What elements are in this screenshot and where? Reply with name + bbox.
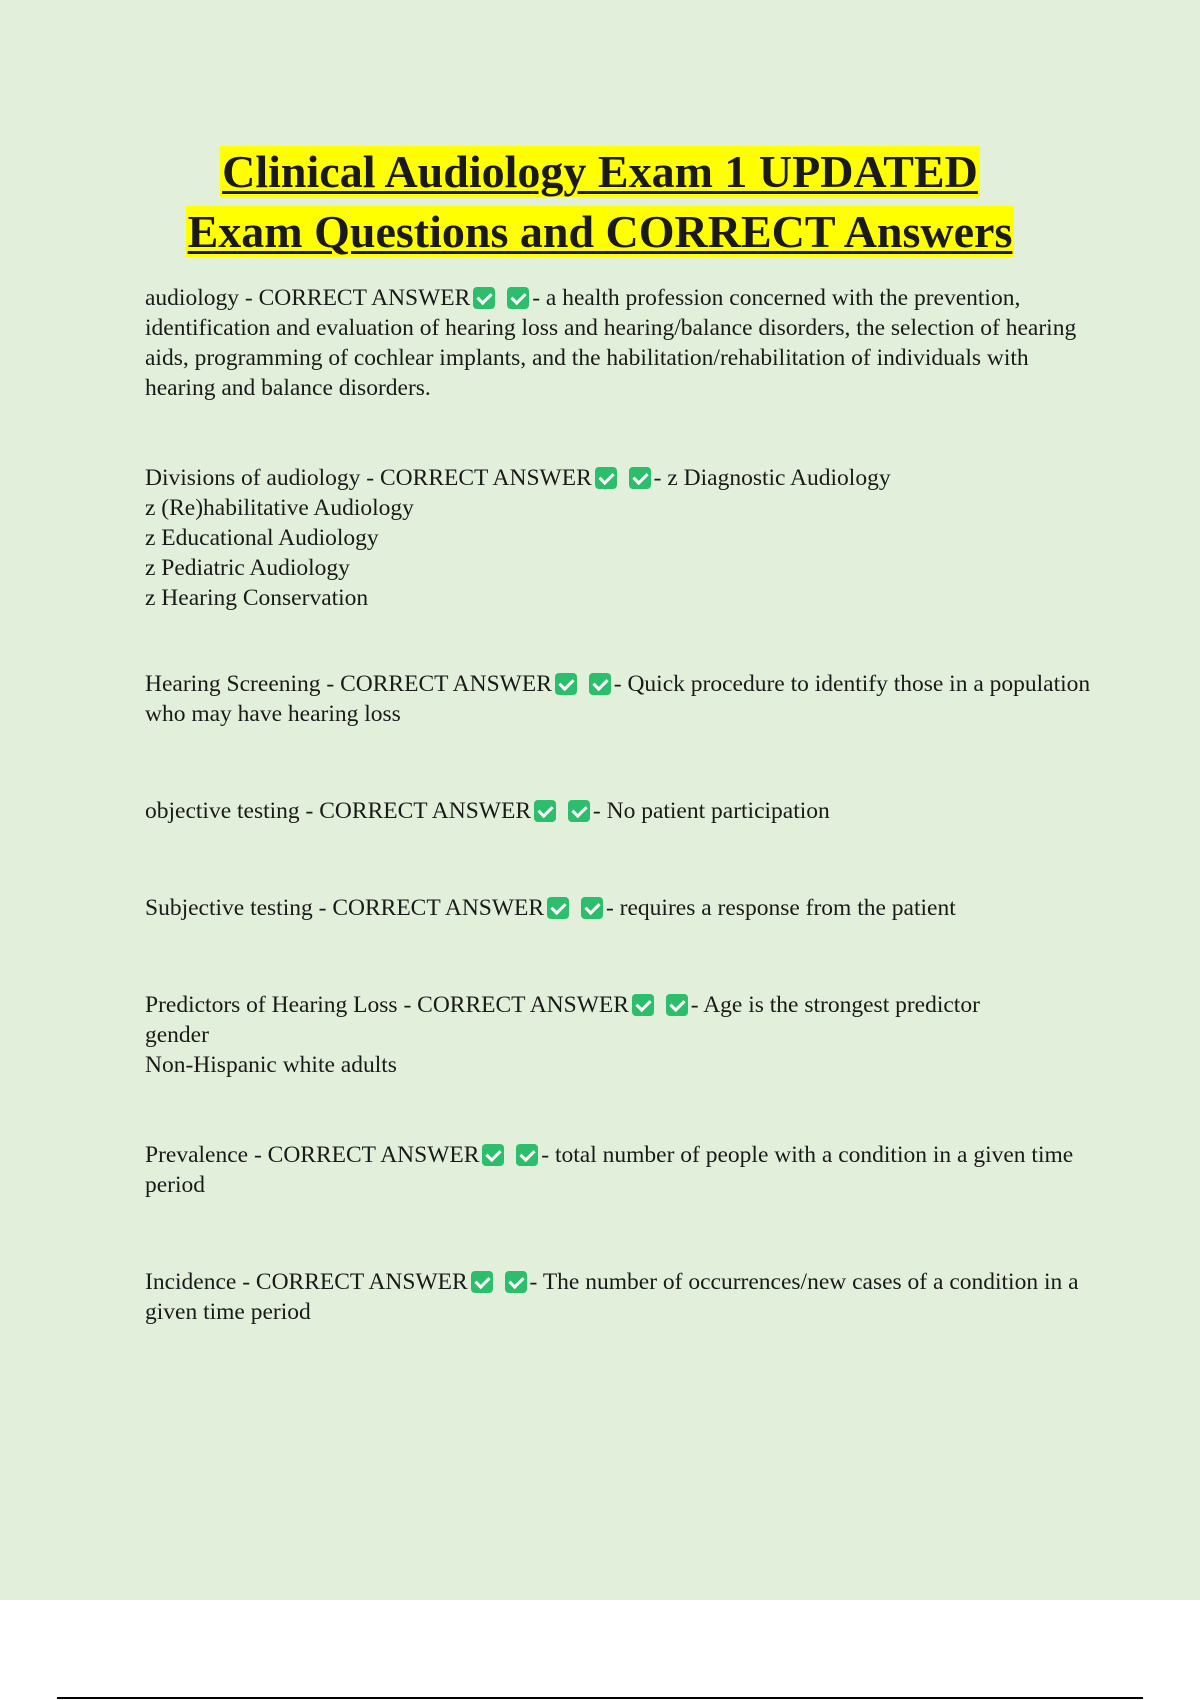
answer-line: z Hearing Conservation [145, 585, 369, 611]
answer-text: The number of occurrences/new cases of a condition in a given time period [145, 1269, 1079, 1325]
answer-line: z Educational Audiology [145, 525, 379, 551]
correct-answer-label: CORRECT ANSWER [417, 992, 629, 1018]
term: Prevalence [145, 1142, 249, 1168]
title-line-2: Exam Questions and CORRECT Answers [187, 206, 1013, 257]
answer-text: requires a response from the patient [619, 895, 956, 921]
check-mark-icon [555, 673, 577, 695]
qa-entry: objective testing - CORRECT ANSWER - No patient participation [145, 798, 830, 824]
check-mark-icon [595, 467, 617, 489]
qa-entry: Predictors of Hearing Loss - CORRECT ANSWER - Age is the strongest predictor gender Non-Hispanic white adults [145, 990, 1095, 1080]
check-mark-icon [629, 467, 651, 489]
correct-answer-label: CORRECT ANSWER [258, 285, 471, 311]
check-mark-icon [507, 287, 529, 309]
check-mark-icon [516, 1144, 538, 1166]
qa-entry: Prevalence - CORRECT ANSWER - total number of people with a condition in a given time period [145, 1142, 1074, 1198]
correct-answer-label: CORRECT ANSWER [267, 1142, 480, 1168]
answer-line: z Pediatric Audiology [145, 555, 350, 581]
answer-line: Non-Hispanic white adults [145, 1052, 397, 1078]
document-title [0, 142, 1200, 262]
correct-answer-label: CORRECT ANSWER [319, 798, 532, 824]
check-mark-icon [632, 994, 654, 1016]
check-mark-icon [471, 1271, 493, 1293]
qa-entry: audiology - CORRECT ANSWER - a health profession concerned with the prevention, identification and evaluation of hearing loss and hearing/balance disorders, the selection of hearing aids, programming of cochlear implants, and the habilitation/rehabilitation of individuals with hearing and balance disorders. [145, 285, 1077, 401]
qa-entry: Divisions of audiology - CORRECT ANSWER - z Diagnostic Audiology z (Re)habilitative Audiology z Educational Audiology z Pediatric Audiology z Hearing Conservation [145, 463, 1095, 613]
term: Divisions of audiology [145, 465, 361, 491]
answer-line: z (Re)habilitative Audiology [145, 495, 414, 521]
term: Predictors of Hearing Loss [145, 992, 398, 1018]
qa-entry: Incidence - CORRECT ANSWER - The number of occurrences/new cases of a condition in a given time period [145, 1269, 1079, 1325]
check-mark-icon [534, 800, 556, 822]
term: Incidence [145, 1269, 237, 1295]
term: Hearing Screening [145, 671, 321, 697]
answer-line: gender [145, 1022, 209, 1048]
correct-answer-label: CORRECT ANSWER [340, 671, 552, 697]
check-mark-icon [581, 897, 603, 919]
correct-answer-label: CORRECT ANSWER [380, 465, 592, 491]
term: objective testing [145, 798, 300, 824]
answer-text: Quick procedure to identify those in a population who may have hearing loss [145, 671, 1091, 727]
correct-answer-label: CORRECT ANSWER [332, 895, 545, 921]
term: audiology [145, 285, 239, 311]
answer-text: z Diagnostic Audiology [667, 465, 891, 491]
qa-entry: Subjective testing - CORRECT ANSWER - requires a response from the patient [145, 895, 956, 921]
term: Subjective testing [145, 895, 313, 921]
check-mark-icon [666, 994, 688, 1016]
answer-text: No patient participation [606, 798, 830, 824]
check-mark-icon [473, 287, 495, 309]
check-mark-icon [589, 673, 611, 695]
answer-text: Age is the strongest predictor [703, 992, 980, 1018]
check-mark-icon [505, 1271, 527, 1293]
answer-text: a health profession concerned with the prevention, identification and evaluation of hearing loss and hearing/balance disorders, the selection of hearing aids, programming of cochlear implants, and the habilitation/rehabilitation of individuals with hearing and balance disorders. [145, 285, 1077, 401]
qa-entry: Hearing Screening - CORRECT ANSWER - Quick procedure to identify those in a population who may have hearing loss [145, 671, 1091, 727]
correct-answer-label: CORRECT ANSWER [255, 1269, 468, 1295]
footer-divider [57, 1697, 1143, 1699]
check-mark-icon [482, 1144, 504, 1166]
check-mark-icon [547, 897, 569, 919]
title-line-1: Clinical Audiology Exam 1 UPDATED [222, 146, 978, 197]
check-mark-icon [568, 800, 590, 822]
answer-text: total number of people with a condition in a given time period [145, 1142, 1074, 1198]
qa-list [145, 283, 1095, 1327]
